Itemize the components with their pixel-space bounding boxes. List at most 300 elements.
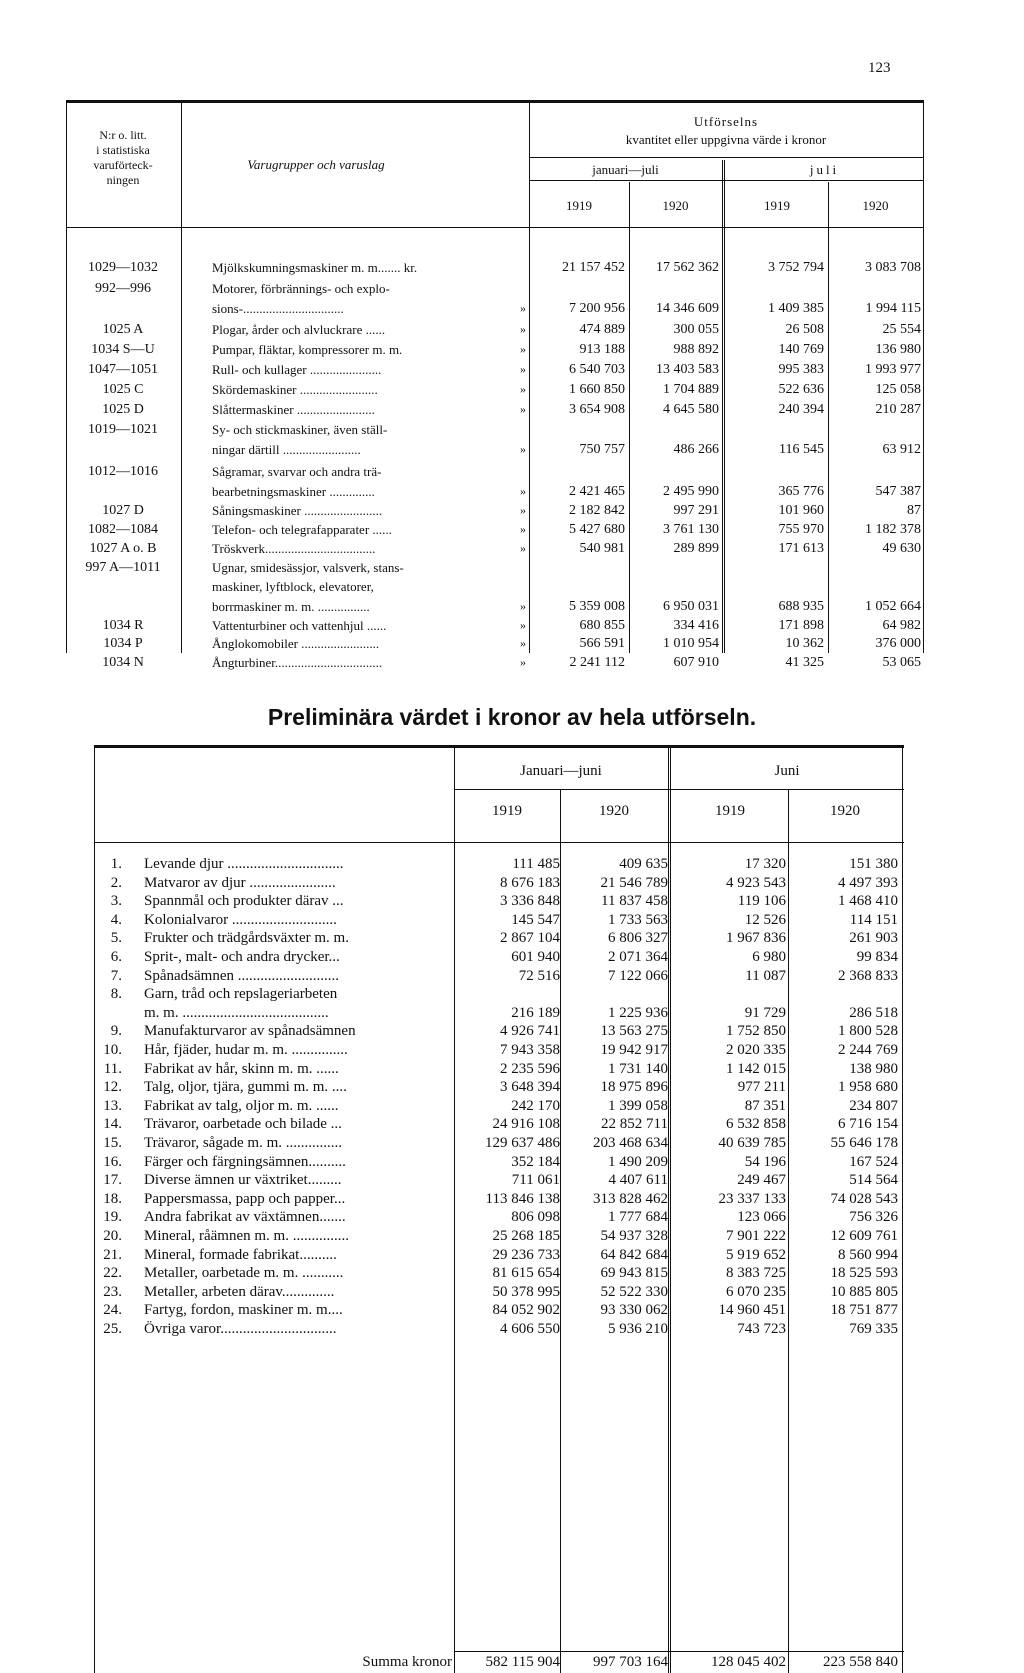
row-ref: 1082—1084 — [88, 522, 158, 537]
table-row-continued — [66, 484, 924, 505]
unit-mark: » — [520, 636, 526, 650]
value-cell: 1 490 209 — [608, 1154, 668, 1170]
row-index: 13. — [103, 1098, 122, 1114]
value-cell: 566 591 — [579, 636, 625, 651]
value-cell: 688 935 — [778, 599, 824, 614]
row-index: 15. — [103, 1135, 122, 1151]
value-cell: 3 654 908 — [569, 402, 625, 417]
table-row — [94, 949, 904, 968]
value-cell: 50 378 995 — [492, 1284, 560, 1300]
value-cell: 376 000 — [875, 636, 921, 651]
table-row-continued — [94, 1005, 904, 1024]
row-description: Motorer, förbrännings- och explo- — [212, 281, 390, 296]
value-cell: 240 394 — [778, 402, 824, 417]
table-row — [94, 1247, 904, 1266]
value-cell: 54 937 328 — [600, 1228, 668, 1244]
table-row — [94, 1172, 904, 1191]
table-row — [94, 1154, 904, 1173]
value-cell: 2 235 596 — [500, 1061, 560, 1077]
year-header: 1919 — [764, 198, 790, 213]
row-index: 11. — [103, 1061, 122, 1077]
value-cell: 129 637 486 — [485, 1135, 560, 1151]
value-cell: 514 564 — [849, 1172, 898, 1188]
row-description: Såningsmaskiner ........................ — [212, 503, 383, 518]
row-label: Spånadsämnen ........................... — [144, 968, 339, 984]
row-description: bearbetningsmaskiner .............. — [212, 484, 375, 499]
value-cell: 313 828 462 — [593, 1191, 668, 1207]
value-cell: 138 980 — [849, 1061, 898, 1077]
table-row — [94, 1023, 904, 1042]
row-index: 22. — [103, 1265, 122, 1281]
export-header-title: Utförselns — [693, 114, 759, 129]
row-index: 4. — [110, 912, 122, 928]
value-cell: 113 846 138 — [485, 1191, 560, 1207]
value-cell: 1 994 115 — [865, 301, 921, 316]
row-label: Kolonialvaror ............................ — [144, 912, 337, 928]
row-index: 25. — [103, 1321, 122, 1337]
value-cell: 486 266 — [673, 442, 719, 457]
row-index: 21. — [103, 1247, 122, 1263]
value-cell: 123 066 — [737, 1209, 786, 1225]
value-cell: 4 645 580 — [663, 402, 719, 417]
value-cell: 6 806 327 — [608, 930, 668, 946]
value-cell: 997 291 — [673, 503, 719, 518]
value-cell: 2 867 104 — [500, 930, 560, 946]
row-description: Tröskverk.................................. — [212, 541, 376, 556]
year-header: 1919 — [715, 803, 745, 819]
row-index: 2. — [110, 875, 122, 891]
row-label: Övriga varor............................... — [144, 1321, 337, 1337]
row-index: 24. — [103, 1302, 122, 1318]
unit-mark: » — [520, 599, 526, 613]
row-label: Pappersmassa, papp och papper... — [144, 1191, 346, 1207]
value-cell: 4 407 611 — [608, 1172, 668, 1188]
row-ref: 992—996 — [95, 281, 151, 296]
unit-mark: » — [520, 503, 526, 517]
unit-mark: » — [520, 655, 526, 669]
value-cell: 151 380 — [849, 856, 898, 872]
row-label: Metaller, oarbetade m. m. ........... — [144, 1265, 344, 1281]
value-cell: 988 892 — [673, 342, 719, 357]
row-ref: 1025 A — [102, 322, 144, 337]
value-cell: 29 236 733 — [492, 1247, 560, 1263]
value-cell: 72 516 — [518, 968, 560, 984]
table-row — [94, 912, 904, 931]
header-rule — [529, 157, 923, 158]
value-cell: 540 981 — [579, 541, 625, 556]
value-cell: 3 761 130 — [663, 522, 719, 537]
row-index: 19. — [103, 1209, 122, 1225]
row-ref: 1047—1051 — [88, 362, 158, 377]
table-row — [66, 260, 924, 281]
sum-value: 997 703 164 — [593, 1654, 668, 1670]
row-description: Ugnar, smidesässjor, valsverk, stans- — [212, 560, 404, 575]
year-header: 1919 — [492, 803, 522, 819]
table-row — [94, 1284, 904, 1303]
table-row — [94, 875, 904, 894]
value-cell: 1 052 664 — [865, 599, 921, 614]
value-cell: 18 525 593 — [830, 1265, 898, 1281]
value-cell: 12 526 — [744, 912, 786, 928]
table-row — [94, 856, 904, 875]
row-description: Ångturbiner................................. — [212, 655, 383, 670]
value-cell: 365 776 — [778, 484, 824, 499]
value-cell: 203 468 634 — [593, 1135, 668, 1151]
unit-mark: » — [520, 442, 526, 456]
value-cell: 4 497 393 — [838, 875, 898, 891]
sum-value: 223 558 840 — [823, 1654, 898, 1670]
table-row-continued — [66, 301, 924, 322]
ref-header: N:r o. litt. i statistiska varuförteck- ningen — [93, 128, 153, 187]
value-cell: 5 427 680 — [569, 522, 625, 537]
value-cell: 1 010 954 — [663, 636, 719, 651]
value-cell: 125 058 — [875, 382, 921, 397]
value-cell: 6 950 031 — [663, 599, 719, 614]
value-cell: 1 660 850 — [569, 382, 625, 397]
value-cell: 87 — [907, 503, 921, 518]
value-cell: 21 157 452 — [562, 260, 625, 275]
value-cell: 743 723 — [737, 1321, 786, 1337]
value-cell: 23 337 133 — [718, 1191, 786, 1207]
value-cell: 409 635 — [619, 856, 668, 872]
page-number: 123 — [868, 60, 891, 76]
value-cell: 22 852 711 — [601, 1116, 668, 1132]
unit-mark: » — [520, 382, 526, 396]
value-cell: 10 885 805 — [830, 1284, 898, 1300]
row-label: Trävaror, oarbetade och bilade ... — [144, 1116, 342, 1132]
row-label: Fabrikat av hår, skinn m. m. ...... — [144, 1061, 339, 1077]
value-cell: 12 609 761 — [830, 1228, 898, 1244]
table-row — [66, 503, 924, 524]
table-top-rule — [94, 745, 904, 748]
sum-rule — [454, 1651, 904, 1652]
value-cell: 607 910 — [673, 655, 719, 670]
value-cell: 1 142 015 — [726, 1061, 786, 1077]
row-ref: 1019—1021 — [88, 422, 158, 437]
value-cell: 806 098 — [511, 1209, 560, 1225]
section-heading: Preliminära värdet i kronor av hela utförseln. — [267, 704, 757, 730]
sum-label: Summa kronor — [362, 1654, 452, 1670]
period-jan-jun: Januari—juni — [520, 763, 602, 779]
row-label: Metaller, arbeten därav.............. — [144, 1284, 335, 1300]
table-row — [66, 402, 924, 423]
value-cell: 334 416 — [673, 618, 719, 633]
value-cell: 8 560 994 — [838, 1247, 898, 1263]
value-cell: 5 919 652 — [726, 1247, 786, 1263]
value-cell: 53 065 — [882, 655, 921, 670]
row-ref: 1027 A o. B — [89, 541, 157, 556]
value-cell: 1 409 385 — [768, 301, 824, 316]
table-row — [94, 930, 904, 949]
table-row — [94, 1079, 904, 1098]
value-cell: 136 980 — [875, 342, 921, 357]
value-cell: 25 554 — [882, 322, 921, 337]
value-cell: 99 834 — [856, 949, 898, 965]
value-cell: 242 170 — [511, 1098, 560, 1114]
value-cell: 289 899 — [673, 541, 719, 556]
table-row — [94, 986, 904, 1005]
unit-mark: » — [520, 402, 526, 416]
value-cell: 145 547 — [511, 912, 560, 928]
row-label: m. m. ....................................... — [144, 1005, 329, 1021]
table-row — [94, 1116, 904, 1135]
row-ref: 1034 N — [102, 655, 144, 670]
value-cell: 995 383 — [778, 362, 824, 377]
value-cell: 41 325 — [785, 655, 824, 670]
table-row — [66, 655, 924, 676]
table-row — [66, 322, 924, 343]
table-row — [66, 522, 924, 543]
value-cell: 17 320 — [744, 856, 786, 872]
value-cell: 52 522 330 — [600, 1284, 668, 1300]
sum-row — [94, 1654, 904, 1673]
value-cell: 64 842 684 — [600, 1247, 668, 1263]
sum-value: 582 115 904 — [485, 1654, 560, 1670]
row-ref: 1029—1032 — [88, 260, 158, 275]
table-row — [94, 893, 904, 912]
value-cell: 81 615 654 — [492, 1265, 560, 1281]
value-cell: 87 351 — [744, 1098, 786, 1114]
value-cell: 2 368 833 — [838, 968, 898, 984]
row-label: Mineral, formade fabrikat.......... — [144, 1247, 337, 1263]
period-jul: juli — [809, 162, 840, 177]
value-cell: 14 960 451 — [718, 1302, 786, 1318]
value-cell: 101 960 — [778, 503, 824, 518]
row-index: 1. — [110, 856, 122, 872]
value-cell: 40 639 785 — [718, 1135, 786, 1151]
table-row — [66, 422, 924, 443]
table-row — [94, 1321, 904, 1340]
row-index: 10. — [103, 1042, 122, 1058]
value-cell: 1 704 889 — [663, 382, 719, 397]
value-cell: 11 087 — [745, 968, 786, 984]
value-cell: 26 508 — [785, 322, 824, 337]
row-label: Matvaror av djur ....................... — [144, 875, 336, 891]
row-ref: 1034 S—U — [91, 342, 155, 357]
table-row — [66, 382, 924, 403]
value-cell: 5 936 210 — [608, 1321, 668, 1337]
value-cell: 1 777 684 — [608, 1209, 668, 1225]
value-cell: 10 362 — [785, 636, 824, 651]
value-cell: 116 545 — [779, 442, 824, 457]
value-cell: 3 648 394 — [500, 1079, 560, 1095]
row-index: 17. — [103, 1172, 122, 1188]
header-rule — [529, 180, 923, 181]
row-ref: 1025 D — [102, 402, 144, 417]
value-cell: 4 606 550 — [500, 1321, 560, 1337]
value-cell: 249 467 — [737, 1172, 786, 1188]
row-description: Sågramar, svarvar och andra trä- — [212, 464, 382, 479]
value-cell: 216 189 — [511, 1005, 560, 1021]
row-index: 6. — [110, 949, 122, 965]
value-cell: 91 729 — [744, 1005, 786, 1021]
row-description: Mjölkskumningsmaskiner m. m....... kr. — [212, 260, 418, 275]
value-cell: 119 106 — [737, 893, 786, 909]
value-cell: 54 196 — [744, 1154, 786, 1170]
value-cell: 5 359 008 — [569, 599, 625, 614]
value-cell: 49 630 — [882, 541, 921, 556]
row-index: 12. — [103, 1079, 122, 1095]
row-index: 3. — [110, 893, 122, 909]
value-cell: 8 383 725 — [726, 1265, 786, 1281]
row-label: Spannmål och produkter därav ... — [144, 893, 344, 909]
table-row-continued — [66, 579, 924, 600]
row-description: Pumpar, fläktar, kompressorer m. m. — [212, 342, 403, 357]
value-cell: 8 676 183 — [500, 875, 560, 891]
row-description: Sy- och stickmaskiner, även ställ- — [212, 422, 388, 437]
value-cell: 7 122 066 — [608, 968, 668, 984]
value-cell: 111 485 — [512, 856, 560, 872]
value-cell: 913 188 — [579, 342, 625, 357]
row-description: Rull- och kullager ...................... — [212, 362, 382, 377]
value-cell: 2 241 112 — [569, 655, 625, 670]
value-cell: 2 244 769 — [838, 1042, 898, 1058]
table-row — [94, 1135, 904, 1154]
value-cell: 711 061 — [511, 1172, 560, 1188]
period-jan-jul: januari—juli — [592, 162, 659, 177]
year-header: 1919 — [566, 198, 592, 213]
value-cell: 3 336 848 — [500, 893, 560, 909]
value-cell: 977 211 — [737, 1079, 786, 1095]
value-cell: 6 540 703 — [569, 362, 625, 377]
value-cell: 18 751 877 — [830, 1302, 898, 1318]
value-cell: 6 532 858 — [726, 1116, 786, 1132]
row-label: Trävaror, sågade m. m. ............... — [144, 1135, 342, 1151]
table-row — [66, 342, 924, 363]
period-jun: Juni — [774, 763, 800, 779]
value-cell: 601 940 — [511, 949, 560, 965]
value-cell: 769 335 — [849, 1321, 898, 1337]
table-row — [66, 281, 924, 302]
value-cell: 167 524 — [849, 1154, 898, 1170]
value-cell: 756 326 — [849, 1209, 898, 1225]
value-cell: 55 646 178 — [830, 1135, 898, 1151]
table-row — [66, 464, 924, 485]
value-cell: 522 636 — [778, 382, 824, 397]
table-row — [94, 968, 904, 987]
goods-header: Varugrupper och varuslag — [247, 157, 385, 172]
table-top-rule — [66, 100, 924, 103]
value-cell: 93 330 062 — [600, 1302, 668, 1318]
value-cell: 1 468 410 — [838, 893, 898, 909]
row-label: Sprit-, malt- och andra drycker... — [144, 949, 340, 965]
value-cell: 13 403 583 — [656, 362, 719, 377]
row-index: 20. — [103, 1228, 122, 1244]
table-row — [94, 1042, 904, 1061]
table-row — [94, 1265, 904, 1284]
sum-value: 128 045 402 — [711, 1654, 786, 1670]
value-cell: 680 855 — [579, 618, 625, 633]
value-cell: 25 268 185 — [492, 1228, 560, 1244]
value-cell: 2 421 465 — [569, 484, 625, 499]
value-cell: 750 757 — [579, 442, 625, 457]
value-cell: 6 716 154 — [838, 1116, 898, 1132]
value-cell: 2 071 364 — [608, 949, 668, 965]
row-label: Diverse ämnen ur växtriket......... — [144, 1172, 342, 1188]
row-description: Plogar, årder och alvluckrare ...... — [212, 322, 386, 337]
unit-mark: » — [520, 618, 526, 632]
row-label: Fartyg, fordon, maskiner m. m.... — [144, 1302, 343, 1318]
header-bottom-rule — [66, 227, 924, 228]
row-label: Levande djur ............................... — [144, 856, 344, 872]
unit-mark: » — [520, 522, 526, 536]
header-rule — [454, 789, 904, 790]
table-row — [94, 1209, 904, 1228]
value-cell: 2 020 335 — [726, 1042, 786, 1058]
row-label: Mineral, råämnen m. m. ............... — [144, 1228, 349, 1244]
row-index: 23. — [103, 1284, 122, 1300]
value-cell: 3 083 708 — [865, 260, 921, 275]
value-cell: 261 903 — [849, 930, 898, 946]
value-cell: 19 942 917 — [600, 1042, 668, 1058]
table-row — [66, 636, 924, 657]
row-label: Manufakturvaror av spånadsämnen — [144, 1023, 356, 1039]
value-cell: 234 807 — [849, 1098, 898, 1114]
table-row — [66, 362, 924, 383]
value-cell: 6 980 — [752, 949, 786, 965]
value-cell: 140 769 — [778, 342, 824, 357]
value-cell: 11 837 458 — [601, 893, 668, 909]
row-description: maskiner, lyftblock, elevatorer, — [212, 579, 374, 594]
value-cell: 1 967 836 — [726, 930, 786, 946]
table-row — [94, 1302, 904, 1321]
row-index: 9. — [110, 1023, 122, 1039]
year-header: 1920 — [830, 803, 860, 819]
value-cell: 1 731 140 — [608, 1061, 668, 1077]
value-cell: 1 752 850 — [726, 1023, 786, 1039]
value-cell: 84 052 902 — [492, 1302, 560, 1318]
row-description: ningar därtill ........................ — [212, 442, 361, 457]
row-index: 8. — [110, 986, 122, 1002]
table-row — [94, 1098, 904, 1117]
row-label: Färger och färgningsämnen.......... — [144, 1154, 346, 1170]
value-cell: 4 926 741 — [500, 1023, 560, 1039]
value-cell: 474 889 — [579, 322, 625, 337]
table-row — [94, 1228, 904, 1247]
value-cell: 63 912 — [882, 442, 921, 457]
table-row — [94, 1191, 904, 1210]
row-ref: 1025 C — [102, 382, 144, 397]
row-description: Telefon- och telegrafapparater ...... — [212, 522, 392, 537]
value-cell: 1 733 563 — [608, 912, 668, 928]
value-cell: 64 982 — [882, 618, 921, 633]
unit-mark: » — [520, 362, 526, 376]
row-description: Vattenturbiner och vattenhjul ...... — [212, 618, 387, 633]
value-cell: 1 225 936 — [608, 1005, 668, 1021]
value-cell: 171 613 — [778, 541, 824, 556]
unit-mark: » — [520, 301, 526, 315]
table-row-continued — [66, 599, 924, 620]
unit-mark: » — [520, 342, 526, 356]
value-cell: 300 055 — [673, 322, 719, 337]
export-header-subtitle: kvantitet eller uppgivna värde i kronor — [625, 132, 827, 147]
value-cell: 1 958 680 — [838, 1079, 898, 1095]
row-index: 18. — [103, 1191, 122, 1207]
table-row — [66, 560, 924, 581]
table-row — [94, 1061, 904, 1080]
year-header: 1920 — [862, 198, 889, 213]
value-cell: 3 752 794 — [768, 260, 824, 275]
row-label: Fabrikat av talg, oljor m. m. ...... — [144, 1098, 339, 1114]
row-index: 5. — [110, 930, 122, 946]
value-cell: 547 387 — [875, 484, 921, 499]
year-header: 1920 — [662, 198, 689, 213]
value-cell: 2 182 842 — [569, 503, 625, 518]
value-cell: 755 970 — [778, 522, 824, 537]
row-label: Hår, fjäder, hudar m. m. ............... — [144, 1042, 348, 1058]
row-index: 16. — [103, 1154, 122, 1170]
value-cell: 1 182 378 — [865, 522, 921, 537]
